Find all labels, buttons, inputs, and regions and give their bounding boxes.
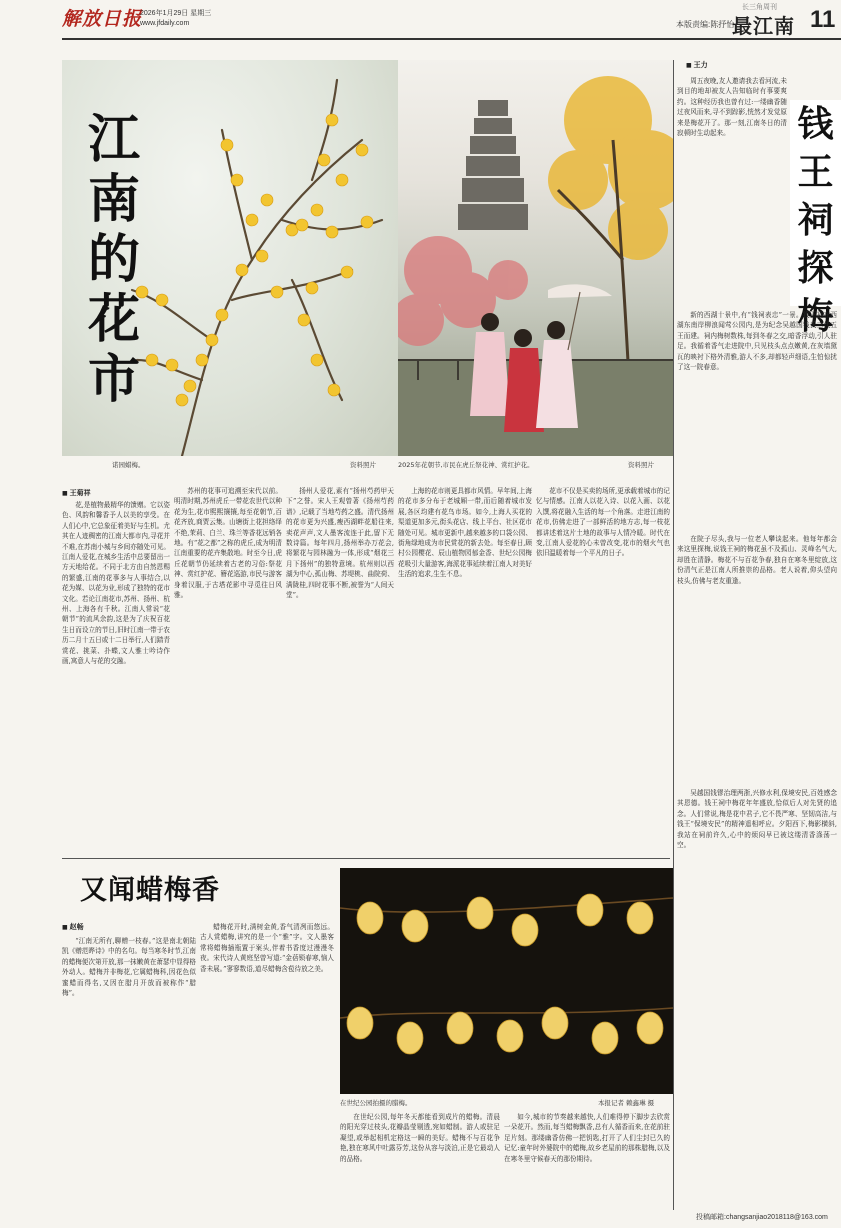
wintersweet-blossom bbox=[326, 114, 338, 126]
wintersweet-blossom bbox=[216, 309, 228, 321]
wintersweet-blossom bbox=[311, 204, 323, 216]
website-link[interactable]: www.jfdaily.com bbox=[140, 20, 190, 27]
issue-date: 2026年1月29日 星期三 bbox=[140, 10, 212, 17]
article3-paragraph: 如今,城市的节奏越来越快,人们难得停下脚步去欣赏一朵花开。然而,每当蜡梅飘香,总有人循香而来,在花前驻足片刻。那缕幽香仿佛一把钥匙,打开了人们尘封已久的记忆:童年时外婆院中的蜡梅,故乡老屋前的那株腊梅,以及在寒冬里守候春天的那份期待。 bbox=[504, 1113, 670, 1163]
main-title-char: 南 bbox=[87, 169, 140, 230]
main-title-char: 江 bbox=[87, 109, 140, 170]
article3-paragraph: “江南无所有,聊赠一枝春。”这是南北朝陆凯《赠范晔诗》中的名句。每当寒冬时节,江南的蜡梅便次第开放,那一抹嫩黄在萧瑟中显得格外动人。蜡梅并非梅花,它属蜡梅科,因花色似蜜蜡而得名,又因在腊月开放而被称作“腊梅”。 bbox=[62, 937, 196, 998]
submission-email[interactable]: 投稿邮箱:changsanjiao2018118@163.com bbox=[696, 1214, 828, 1221]
wintersweet-blossom bbox=[402, 910, 428, 942]
article3-title: 又闻蜡梅香 bbox=[80, 875, 220, 906]
article1-paragraph: 花市不仅是买卖的场所,更承载着城市的记忆与情感。江南人以花入诗、以花入画、以花入馔,将花融入生活的每一个角落。走进江南的花市,仿佛走进了一部鲜活的地方志,每一枝花都讲述着这片土地的故事与人情冷暖。时代在变,江南人爱花的心未曾改变,花市的烟火气也依旧温暖着每一个平凡的日子。 bbox=[536, 487, 670, 558]
wintersweet-blossom bbox=[231, 174, 243, 186]
article2-author: ■ 王力 bbox=[686, 60, 708, 70]
article2-paragraph: 新的西湖十景中,有“钱祠表忠”一景。钱王祠在西湖东南岸柳浪闻莺公园内,是为纪念吴越国钱氏三代五王而建。祠内梅树数株,每到冬春之交,暗香浮动,引人驻足。我循着香气走进院中,只见枝头点点嫩黄,在灰墙黛瓦的映衬下格外清雅,游人不多,却都轻声细语,生怕惊扰了这一院春意。 bbox=[677, 311, 837, 372]
wintersweet-blossom bbox=[236, 264, 248, 276]
header-rule bbox=[62, 38, 841, 40]
photo-wintersweet bbox=[62, 60, 398, 456]
wintersweet-blossom bbox=[341, 266, 353, 278]
article2-paragraph: 周五夜晚,友人邀请我去看河流,未到目的地却被友人告知临时有事要爽约。这种经历我也曾有过:一缕幽香随过夜风而来,寻不到踪影,恍然才发觉原来是梅花开了。那一刻,江南冬日的清寂顿时生动起来。 bbox=[677, 77, 787, 138]
festival-illustration bbox=[398, 60, 673, 456]
article3-paragraph: 蜡梅花开时,满树金黄,香气清冽而悠远。古人赏蜡梅,讲究的是一个“雅”字。文人墨客常将蜡梅插瓶置于案头,伴着书香度过漫漫冬夜。宋代诗人黄庭坚曾写道:“金蓓锁春寒,恼人香未展。”寥寥数语,道尽蜡梅含苞待放之美。 bbox=[200, 923, 334, 973]
section-title: 最江南 bbox=[732, 14, 795, 38]
photo3-caption: 在世纪公园拍摄的腊梅。 bbox=[340, 1099, 412, 1107]
wintersweet-blossom bbox=[577, 894, 603, 926]
wintersweet-blossom bbox=[146, 354, 158, 366]
wintersweet-blossom bbox=[311, 354, 323, 366]
wintersweet-blossom bbox=[184, 380, 196, 392]
wintersweet-dark-illustration bbox=[340, 868, 673, 1094]
wintersweet-blossom bbox=[637, 1012, 663, 1044]
article1-paragraph: 上海的花市则更具都市风情。早年间,上海的花市多分布于老城厢一带,而后随着城市发展,各区均建有花鸟市场。如今,上海人买花的渠道更加多元,街头花店、线上平台、社区花市随处可见。城市更新中,越来越多的口袋公园、街角绿地成为市民赏花的新去处。每至春日,顾村公园樱花、辰山植物园郁金香、世纪公园梅花吸引大量游客,海派花事延续着江南人对美好生活的追求,生生不息。 bbox=[398, 487, 532, 579]
article2-title-char: 祠 bbox=[797, 199, 834, 241]
main-title-char: 的 bbox=[87, 229, 140, 290]
wintersweet-blossom bbox=[296, 219, 308, 231]
wintersweet-blossom bbox=[336, 174, 348, 186]
wintersweet-blossom bbox=[306, 282, 318, 294]
wintersweet-blossom bbox=[196, 354, 208, 366]
wintersweet-blossom bbox=[497, 1020, 523, 1052]
main-title-char: 花 bbox=[87, 289, 140, 350]
wintersweet-blossom bbox=[467, 897, 493, 929]
article2-title-char: 王 bbox=[797, 151, 834, 193]
photo3-credit: 本报记者 赖鑫琳 摄 bbox=[598, 1099, 655, 1107]
photo2-credit: 资料照片 bbox=[628, 461, 654, 469]
article3-paragraph: 在世纪公园,每年冬天都能看到成片的蜡梅。清晨的阳光穿过枝头,花瓣晶莹剔透,宛如蜡制。游人或驻足凝望,或举起相机定格这一瞬的美好。蜡梅不与百花争艳,独在寒风中吐露芬芳,这份从容与淡泊,正是它最动人的品格。 bbox=[340, 1113, 500, 1163]
article2-paragraph: 在院子尽头,我与一位老人攀谈起来。他每年都会来这里探梅,说钱王祠的梅花虽不及孤山、灵峰名气大,却胜在清静。梅花不与百花争春,独自在寒冬里绽放,这份清气正是江南人所推崇的品格。老人说着,仰头望向枝头,仿佛与老友重逢。 bbox=[677, 535, 837, 585]
wintersweet-blossom bbox=[592, 1022, 618, 1054]
section-divider bbox=[62, 858, 670, 859]
article1-author: ■ 王菊祥 bbox=[62, 488, 91, 498]
photo2-caption: 2025年花朝节,市民在虎丘祭花神、赏红护花。 bbox=[398, 461, 534, 469]
wintersweet-blossom bbox=[166, 359, 178, 371]
photo1-caption: 诺园蜡梅。 bbox=[112, 461, 145, 469]
wintersweet-blossom bbox=[361, 216, 373, 228]
column-divider bbox=[673, 60, 674, 1210]
article2-title-char: 钱 bbox=[797, 103, 834, 145]
article2-paragraph: 吴越国钱镠治理两浙,兴修水利,保境安民,百姓感念其恩德。钱王祠中梅花年年盛放,恰似后人对先贤的追念。人们常说,梅是花中君子,它不畏严寒、坚韧高洁,与钱王“保境安民”的精神遥相呼应。夕阳西下,梅影横斜,我站在祠前许久,心中的烦闷早已被这缕清香涤荡一空。 bbox=[677, 789, 837, 850]
wintersweet-blossom bbox=[347, 1007, 373, 1039]
photo-flower-festival bbox=[398, 60, 673, 456]
article3-author: ■ 赵畅 bbox=[62, 922, 84, 932]
wintersweet-blossom bbox=[261, 194, 273, 206]
article1-paragraph: 苏州的花事可追溯至宋代以前。明清时期,苏州虎丘一带花农世代以种花为生,花市熙熙攘攘,每至花朝节,百花齐放,商贾云集。山塘街上花担络绎不绝,茉莉、白兰、珠兰等香花远销各地。有“花之都”之称的虎丘,成为明清江南重要的花卉集散地。时至今日,虎丘花朝节仍延续着古老的习俗:祭花神、赏红护花、簪花巡游,市民与游客身着汉服,于古塔花影中寻觅往日风雅。 bbox=[174, 487, 282, 600]
article2-title-char: 梅 bbox=[797, 295, 834, 337]
wintersweet-blossom bbox=[397, 1022, 423, 1054]
wintersweet-blossom bbox=[627, 902, 653, 934]
wintersweet-blossom bbox=[512, 914, 538, 946]
wintersweet-blossom bbox=[318, 154, 330, 166]
wintersweet-blossom bbox=[326, 226, 338, 238]
wintersweet-blossom bbox=[221, 139, 233, 151]
main-title bbox=[84, 110, 144, 410]
article1-paragraph: 花,是植物最精华的馈赠。它以姿色、风韵和馨香予人以美的享受。在人们心中,它总象征着美好与生机。尤其在人迹稠密的江南大都市内,寻花并不难,在苏南小城与乡间亦随处可见。江南人爱花,在城乡生活中总要留出一方天地给花。不同于北方由自然恩赐的繁盛,江南的花事多与人事结合,以花为媒、以花为业,形成了独特的花市文化。若论江南花市,苏州、扬州、杭州、上海各有千秋。江南人常说“花朝节”的流风余韵,这是为了庆祝百花生日而设立的节日,旧时江南一带于农历二月十五日或十二日举行,人们踏青赏花、挑菜、扑蝶,文人雅士吟诗作画,寓意人与花的交融。 bbox=[62, 501, 170, 666]
wintersweet-blossom bbox=[271, 286, 283, 298]
newspaper-logo: 解放日报 bbox=[62, 8, 143, 30]
article1-paragraph: 扬州人爱花,素有“扬州芍药甲天下”之誉。宋人王观曾著《扬州芍药谱》,记载了当地芍药之盛。清代扬州的花市更为兴盛,瘦西湖畔花船往来,卖花声声,文人墨客流连于此,留下无数诗篇。每年四月,扬州举办万花会,将繁花与园林融为一体,形成“烟花三月下扬州”的独特意境。杭州则以西湖为中心,孤山梅、苏堤桃、曲院荷、满陇桂,四时花事不断,被誉为“人间天堂”。 bbox=[286, 487, 394, 600]
article2-title-char: 探 bbox=[797, 247, 834, 289]
photo-wintersweet-century-park bbox=[340, 868, 673, 1094]
page-editor: 本版责编:陈抒怡 bbox=[676, 20, 735, 29]
wintersweet-blossom bbox=[356, 144, 368, 156]
wintersweet-blossom bbox=[156, 294, 168, 306]
wintersweet-blossom bbox=[256, 250, 268, 262]
page-header bbox=[0, 0, 841, 40]
wintersweet-blossom bbox=[447, 1012, 473, 1044]
wintersweet-blossom bbox=[542, 1007, 568, 1039]
wintersweet-blossom bbox=[328, 384, 340, 396]
wintersweet-blossom bbox=[357, 902, 383, 934]
wintersweet-blossom bbox=[246, 214, 258, 226]
wintersweet-blossom bbox=[176, 394, 188, 406]
photo1-credit: 资料照片 bbox=[350, 461, 376, 469]
supplement-name: 长三角周刊 bbox=[742, 4, 777, 11]
main-title-char: 市 bbox=[87, 349, 140, 410]
page-number: 11 bbox=[810, 6, 836, 33]
article2-title bbox=[790, 100, 841, 337]
wintersweet-blossom bbox=[298, 314, 310, 326]
wintersweet-blossom bbox=[206, 334, 218, 346]
